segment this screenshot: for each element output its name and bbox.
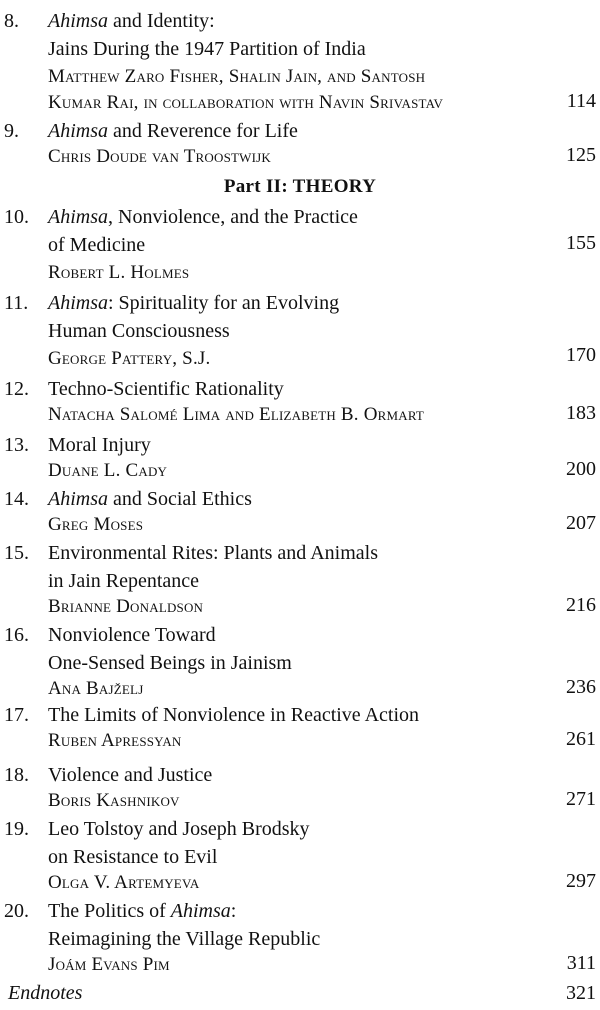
entry-title-text: of Medicine: [48, 234, 146, 256]
entry-title-text: Reimagining the Village Republic: [48, 928, 321, 950]
entry-title-text: , Nonviolence, and the Practice: [108, 206, 358, 228]
entry-title-text: Human Consciousness: [48, 320, 230, 342]
entry-number: 18.: [4, 764, 29, 786]
entry-page-number: 216: [566, 594, 596, 616]
entry-title-line: [48, 898, 236, 924]
entry-title-line: [48, 844, 217, 870]
entry-number: 14.: [4, 488, 29, 510]
entry-title-line: [48, 432, 151, 458]
entry-number: 11.: [4, 292, 29, 314]
entry-title-text: :: [230, 900, 237, 922]
entry-title-text: in Jain Repentance: [48, 570, 200, 592]
entry-number: 20.: [4, 900, 29, 922]
entry-page-number: 236: [566, 676, 596, 698]
entry-title-line: [48, 36, 366, 62]
entry-title-line: [48, 376, 284, 402]
entry-title-text: Techno-Scientific Rationality: [48, 378, 284, 400]
entry-author: Chris Doude van Troostwijk: [48, 146, 271, 167]
entry-title-italic: Ahimsa: [48, 488, 108, 510]
entry-page-number: 125: [566, 144, 596, 166]
entry-author: Natacha Salomé Lima and Elizabeth B. Ormart: [48, 404, 425, 425]
entry-title-line: [48, 926, 320, 952]
entry-number: 8.: [4, 10, 19, 32]
entry-title-italic: Ahimsa: [170, 900, 231, 922]
entry-title-text: One-Sensed Beings in Jainism: [48, 652, 292, 674]
entry-number: 15.: [4, 542, 29, 564]
entry-title-line: [48, 568, 199, 594]
entry-title-line: [48, 118, 298, 144]
entry-author: Joám Evans Pim: [48, 954, 170, 975]
entry-title-italic: Ahimsa: [48, 292, 108, 314]
entry-page-number: 261: [566, 728, 596, 750]
entry-title-text: and Reverence for Life: [108, 120, 298, 142]
entry-title-line: [48, 8, 215, 34]
entry-author: Robert L. Holmes: [48, 262, 190, 283]
entry-title-line: [48, 204, 358, 230]
entry-number: 19.: [4, 818, 29, 840]
entry-title-text: Moral Injury: [48, 434, 151, 456]
entry-page-number: 114: [566, 90, 596, 112]
entry-number: 16.: [4, 624, 29, 646]
entry-title-italic: Ahimsa: [48, 206, 108, 228]
entry-number: 13.: [4, 434, 29, 456]
entry-title-text: and Identity:: [108, 10, 215, 32]
entry-title-line: [48, 232, 145, 258]
entry-title-line: [48, 702, 419, 728]
entry-title-italic: Ahimsa: [48, 120, 108, 142]
entry-page-number: 155: [566, 232, 596, 254]
entry-page-number: 207: [566, 512, 596, 534]
entry-author: Greg Moses: [48, 514, 144, 535]
entry-number: 17.: [4, 704, 29, 726]
entry-title-line: [48, 540, 378, 566]
entry-number: 10.: [4, 206, 29, 228]
entry-title-line: [48, 486, 252, 512]
entry-title-italic: Ahimsa: [48, 10, 108, 32]
entry-author: Olga V. Artemyeva: [48, 872, 200, 893]
endnotes-page-number: 321: [566, 982, 596, 1004]
entry-author: Boris Kashnikov: [48, 790, 180, 811]
entry-title-text: and Social Ethics: [108, 488, 252, 510]
entry-page-number: 200: [566, 458, 596, 480]
entry-title-text: Leo Tolstoy and Joseph Brodsky: [48, 818, 310, 840]
entry-author: Duane L. Cady: [48, 460, 168, 481]
entry-title-text: on Resistance to Evil: [48, 846, 218, 868]
entry-page-number: 183: [566, 402, 596, 424]
entry-title-text: The Limits of Nonviolence in Reactive Action: [48, 704, 420, 726]
entry-page-number: 311: [566, 952, 596, 974]
entry-title-line: [48, 318, 230, 344]
entry-page-number: 297: [566, 870, 596, 892]
entry-author: Ruben Apressyan: [48, 730, 182, 751]
entry-title-text: Nonviolence Toward: [48, 624, 216, 646]
entry-page-number: 170: [566, 344, 596, 366]
entry-author: Ana Bajželj: [48, 678, 144, 699]
entry-title-text: : Spirituality for an Evolving: [108, 292, 340, 314]
entry-title-line: [48, 762, 212, 788]
entry-author: Kumar Rai, in collaboration with Navin Srivastav: [48, 92, 444, 113]
entry-number: 9.: [4, 120, 19, 142]
entry-title-text: Jains During the 1947 Partition of India: [48, 38, 366, 60]
entry-title-line: [48, 290, 339, 316]
entry-title-text: Violence and Justice: [48, 764, 213, 786]
entry-author: Matthew Zaro Fisher, Shalin Jain, and Santosh: [48, 66, 426, 87]
entry-author: Brianne Donaldson: [48, 596, 204, 617]
entry-title-text: Environmental Rites: Plants and Animals: [48, 542, 378, 564]
entry-author: George Pattery, S.J.: [48, 348, 211, 369]
endnotes-label: Endnotes: [8, 982, 83, 1004]
entry-title-text: The Politics of: [48, 900, 171, 922]
entry-title-line: [48, 622, 216, 648]
part-heading: [0, 174, 600, 200]
part-heading-text: Part II: THEORY: [223, 176, 377, 197]
entry-title-line: [48, 816, 310, 842]
entry-number: 12.: [4, 378, 29, 400]
entry-page-number: 271: [566, 788, 596, 810]
entry-title-line: [48, 650, 292, 676]
